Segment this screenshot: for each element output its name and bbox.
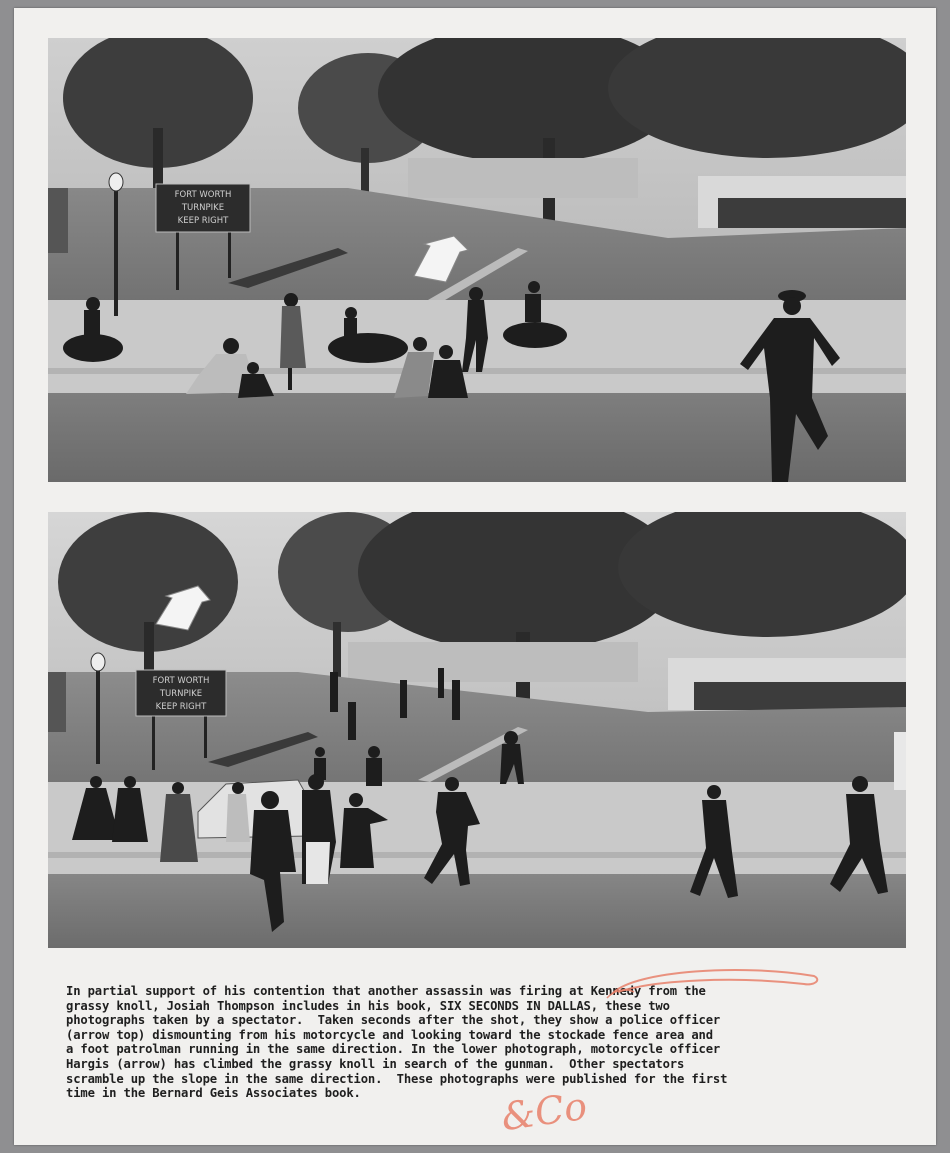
photo-print-sheet [14, 8, 936, 1145]
top-photograph [48, 38, 906, 482]
top-sign-line-2: TURNPIKE [181, 203, 225, 213]
caption-line-7: scramble up the slope in the same direction. These photographs were published for the first [66, 1071, 728, 1086]
bottom-sign-line-2: TURNPIKE [159, 689, 203, 699]
bottom-photograph [48, 512, 906, 948]
caption-line-5: a foot patrolman running in the same direction. In the lower photograph, motorcycle officer [66, 1042, 721, 1057]
caption-line-1: In partial support of his contention that another assassin was firing at Kennedy from the [66, 984, 706, 998]
top-sign-line-3: KEEP RIGHT [177, 216, 229, 226]
caption-line-8: time in the Bernard Geis Associates book. [66, 1086, 361, 1101]
bottom-sign-line-1: FORT WORTH [152, 676, 210, 686]
bottom-sign-line-3: KEEP RIGHT [155, 702, 207, 712]
caption-line-6: Hargis (arrow) has climbed the grassy knoll in search of the gunman. Other spectators [66, 1056, 685, 1071]
caption-line-3: photographs taken by a spectator. Taken seconds after the shot, they show a police officer [66, 1013, 721, 1028]
caption-line-4: (arrow top) dismounting from his motorcycle and looking toward the stockade fence area and [66, 1027, 713, 1042]
caption-line-2: grassy knoll, Josiah Thompson includes in his book, SIX SECONDS IN DALLAS, these two [66, 998, 670, 1013]
caption-text [66, 984, 896, 1101]
top-sign-line-1: FORT WORTH [174, 190, 232, 200]
handwritten-mark: &Co [498, 1083, 590, 1140]
